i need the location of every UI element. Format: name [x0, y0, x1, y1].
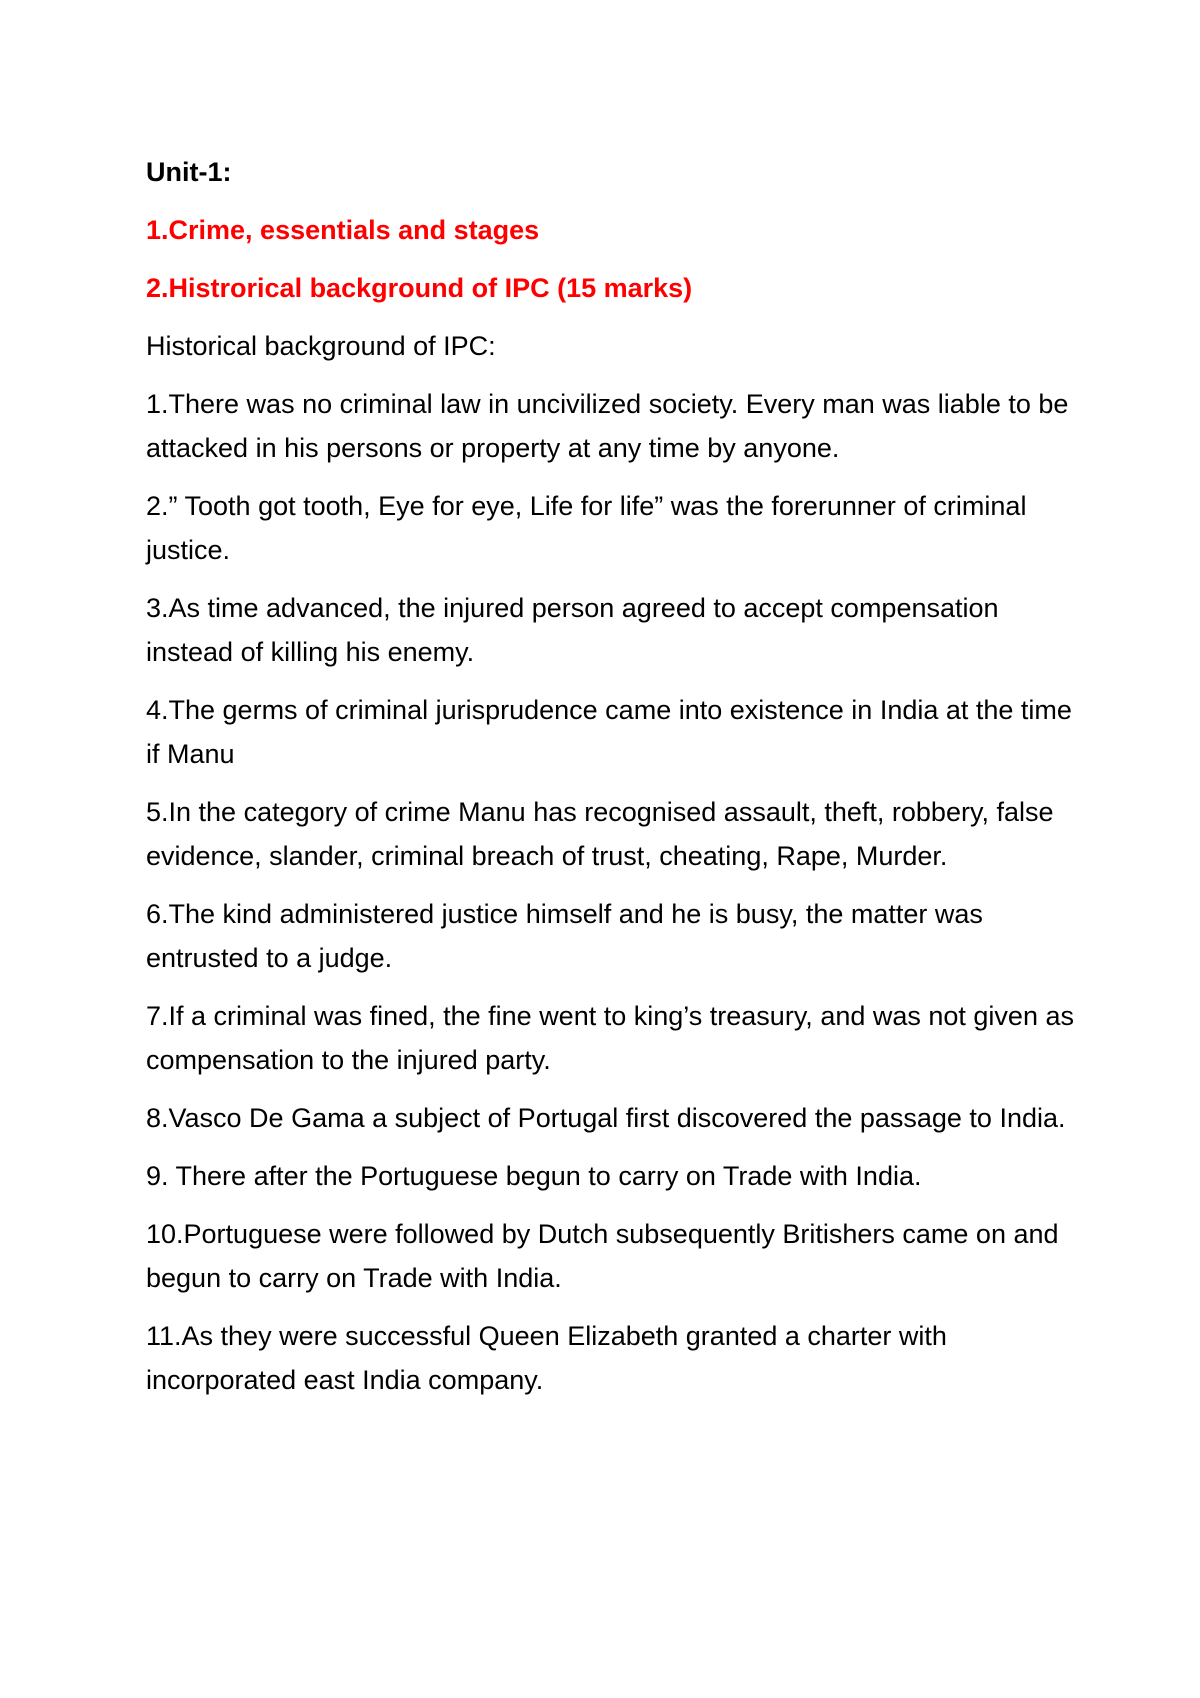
point-7: 7.If a criminal was fined, the fine went to king’s treasury, and was not given as compensation to the injured party. [146, 1001, 1074, 1075]
point-6: 6.The kind administered justice himself and he is busy, the matter was entrusted to a judge. [146, 899, 983, 973]
heading-historical-background: 2.Histrorical background of IPC (15 marks) [146, 273, 693, 303]
point-8: 8.Vasco De Gama a subject of Portugal first discovered the passage to India. [146, 1103, 1066, 1133]
point-5: 5.In the category of crime Manu has recognised assault, theft, robbery, false evidence, slander, criminal breach of trust, cheating, Rape, Murder. [146, 797, 1054, 871]
point-9: 9. There after the Portuguese begun to carry on Trade with India. [146, 1161, 922, 1191]
unit-title: Unit-1: [146, 157, 232, 187]
heading-crime-essentials: 1.Crime, essentials and stages [146, 215, 540, 245]
document-content [146, 150, 1076, 1416]
point-4: 4.The germs of criminal jurisprudence came into existence in India at the time if Manu [146, 695, 1072, 769]
point-10: 10.Portuguese were followed by Dutch subsequently Britishers came on and begun to carry on Trade with India. [146, 1219, 1059, 1293]
section-subheading: Historical background of IPC: [146, 331, 496, 361]
point-1: 1.There was no criminal law in uncivilized society. Every man was liable to be attacked in his persons or property at any time by anyone. [146, 389, 1069, 463]
point-3: 3.As time advanced, the injured person agreed to accept compensation instead of killing his enemy. [146, 593, 999, 667]
point-11: 11.As they were successful Queen Elizabeth granted a charter with incorporated east India company. [146, 1321, 947, 1395]
point-2: 2.” Tooth got tooth, Eye for eye, Life for life” was the forerunner of criminal justice. [146, 491, 1027, 565]
